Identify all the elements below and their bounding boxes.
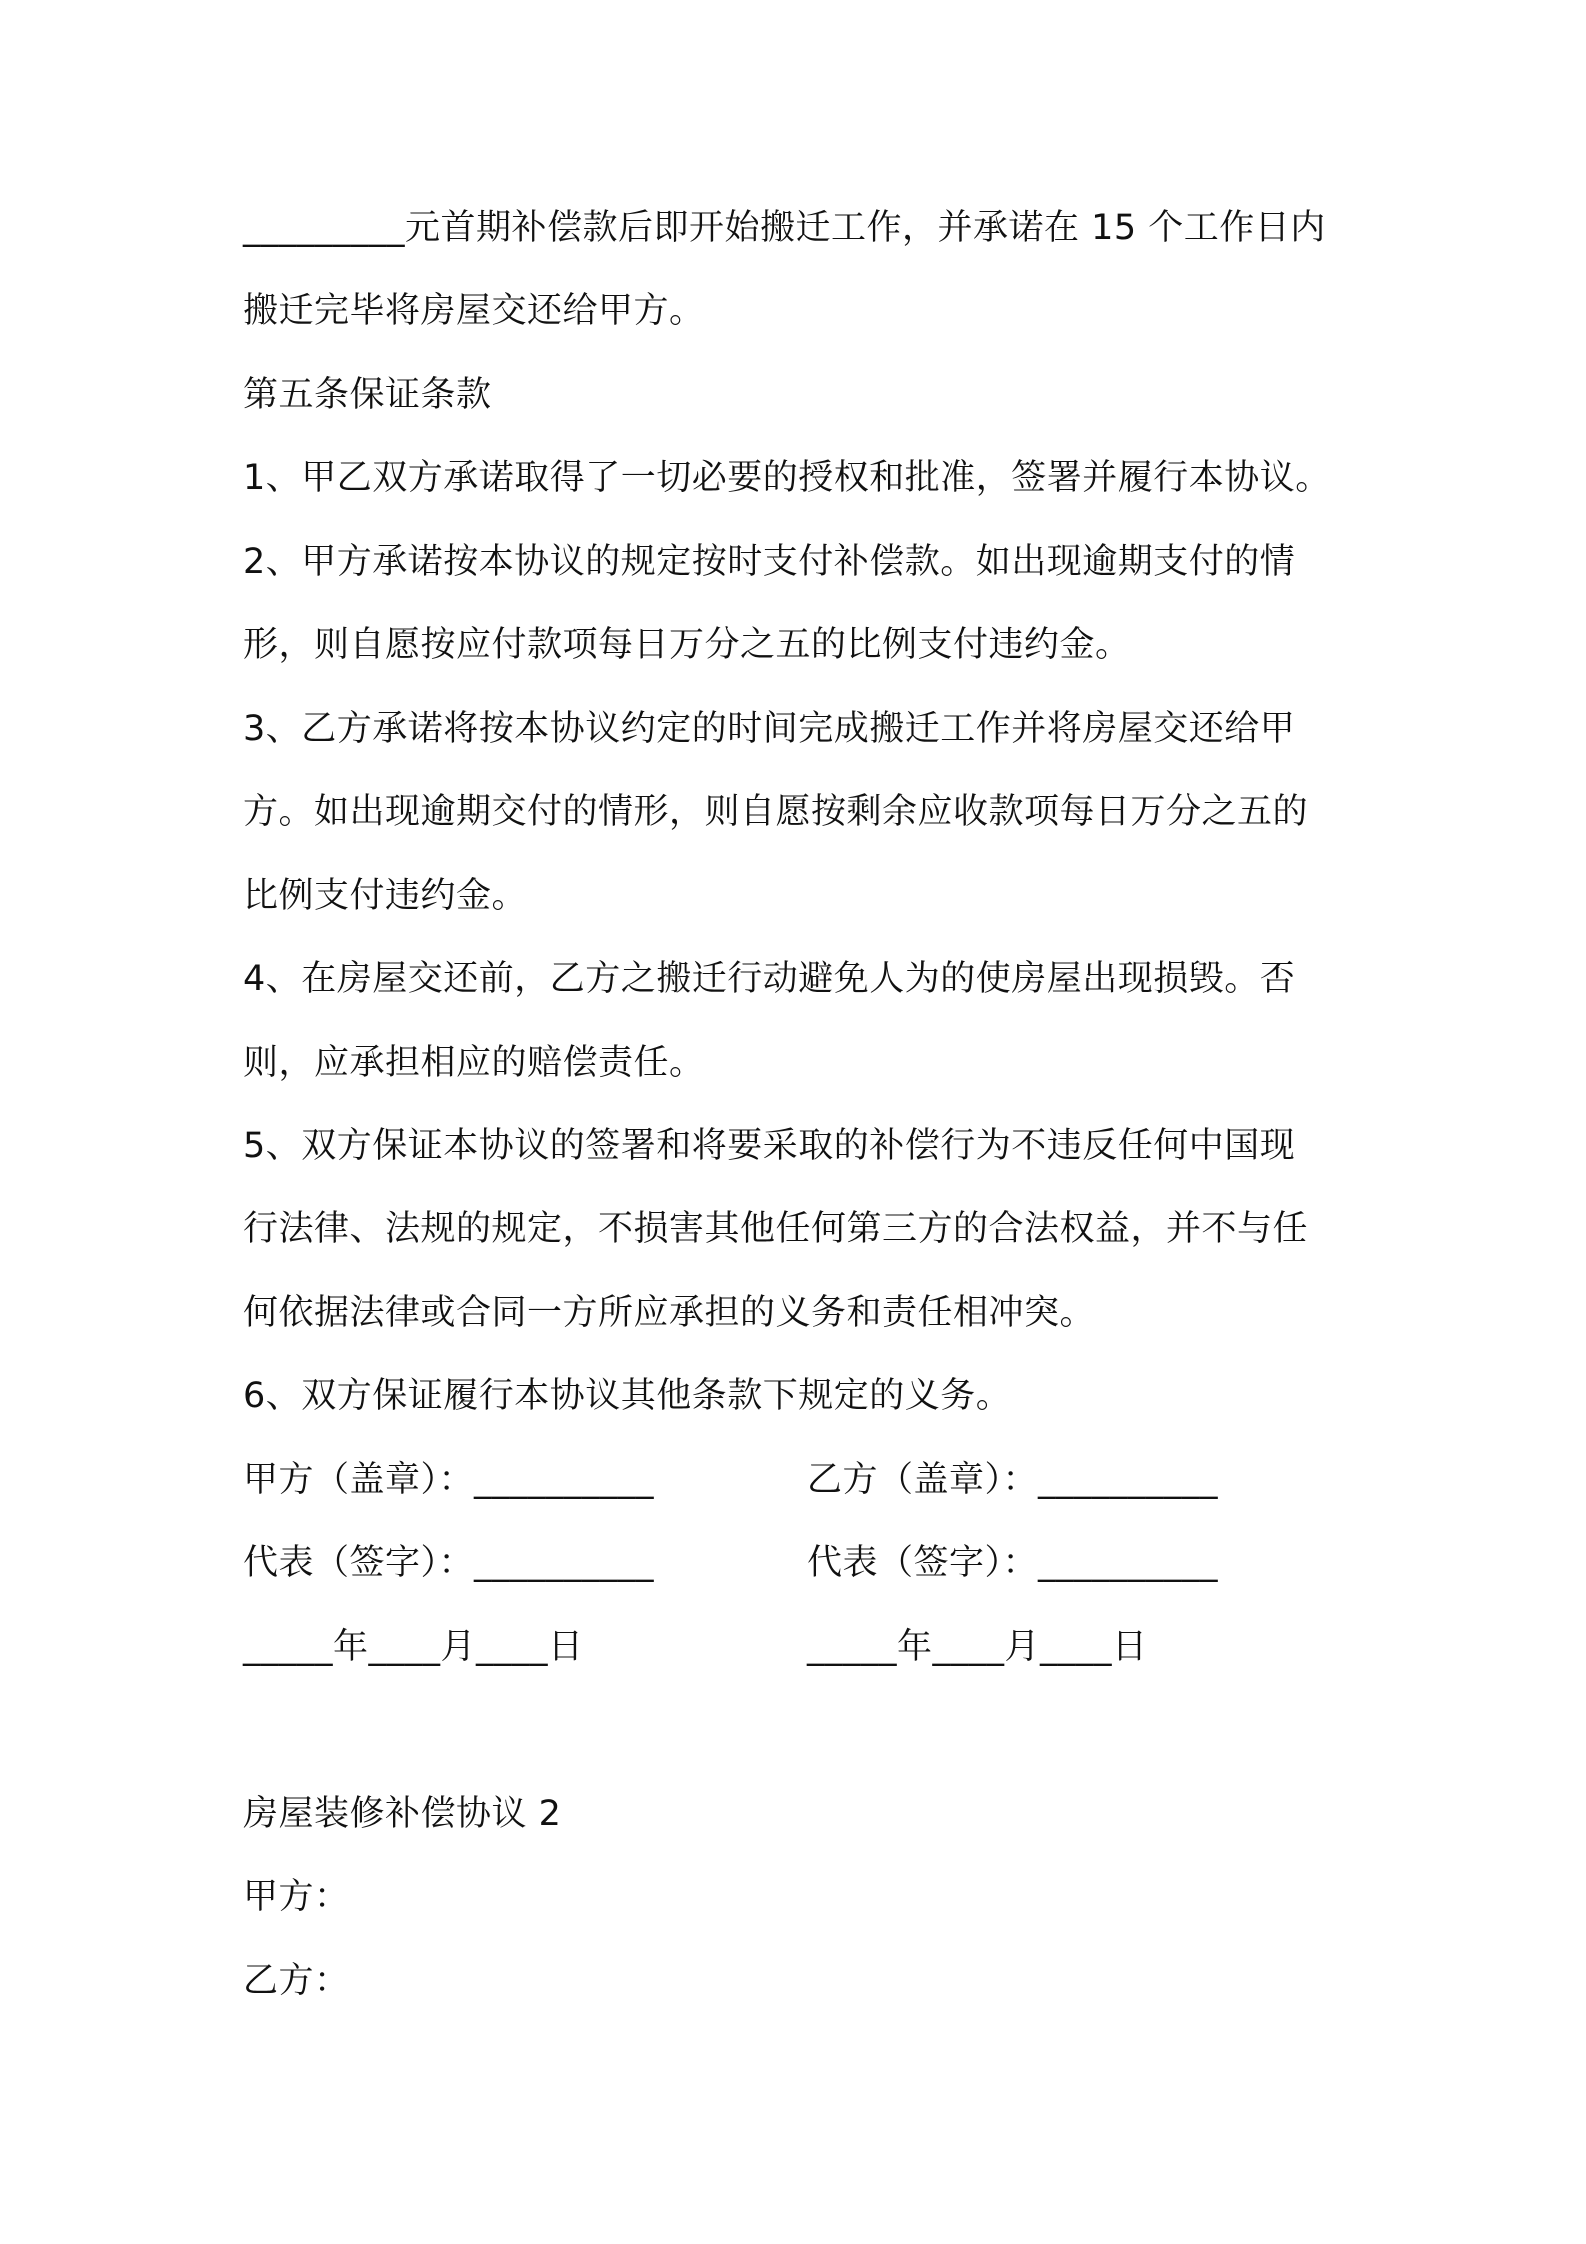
- party-a-label: 甲方：: [243, 1877, 350, 1917]
- party-b-representative-field: 代表（签字）：__________: [807, 1543, 1219, 1583]
- party-a-seal-field: 甲方（盖章）：__________: [243, 1460, 655, 1500]
- clause-item-4: 4、在房屋交还前，乙方之搬迁行动避免人为的使房屋出现损毁。否: [243, 959, 1296, 999]
- clause-item-3: 3、乙方承诺将按本协议约定的时间完成搬迁工作并将房屋交还给甲: [243, 709, 1296, 749]
- party-a-date-field: _____年____月____日: [243, 1627, 584, 1667]
- clause-item-5-cont: 行法律、法规的规定，不损害其他任何第三方的合法权益，并不与任: [243, 1209, 1309, 1249]
- party-a-representative-field: 代表（签字）：__________: [243, 1543, 655, 1583]
- paragraph-line: 搬迁完毕将房屋交还给甲方。: [243, 291, 705, 331]
- clause-item-6: 6、双方保证履行本协议其他条款下规定的义务。: [243, 1376, 1012, 1416]
- party-b-date-field: _____年____月____日: [807, 1627, 1148, 1667]
- party-b-seal-field: 乙方（盖章）：__________: [807, 1460, 1219, 1500]
- clause-item-2-cont: 形，则自愿按应付款项每日万分之五的比例支付违约金。: [243, 625, 1131, 665]
- party-b-label: 乙方：: [243, 1961, 350, 2001]
- clause-item-3-cont: 比例支付违约金。: [243, 876, 528, 916]
- clause-item-2: 2、甲方承诺按本协议的规定按时支付补偿款。如出现逾期支付的情: [243, 542, 1296, 582]
- clause-item-4-cont: 则，应承担相应的赔偿责任。: [243, 1043, 705, 1083]
- clause-item-1: 1、甲乙双方承诺取得了一切必要的授权和批准，签署并履行本协议。: [243, 458, 1331, 498]
- clause-item-5-cont: 何依据法律或合同一方所应承担的义务和责任相冲突。: [243, 1293, 1096, 1333]
- paragraph-line: _________元首期补偿款后即开始搬迁工作，并承诺在 15 个工作日内: [243, 208, 1326, 248]
- section-title: 第五条保证条款: [243, 375, 492, 415]
- clause-item-3-cont: 方。如出现逾期交付的情形，则自愿按剩余应收款项每日万分之五的: [243, 792, 1309, 832]
- agreement-title: 房屋装修补偿协议 2: [243, 1794, 562, 1834]
- clause-item-5: 5、双方保证本协议的签署和将要采取的补偿行为不违反任何中国现: [243, 1126, 1296, 1166]
